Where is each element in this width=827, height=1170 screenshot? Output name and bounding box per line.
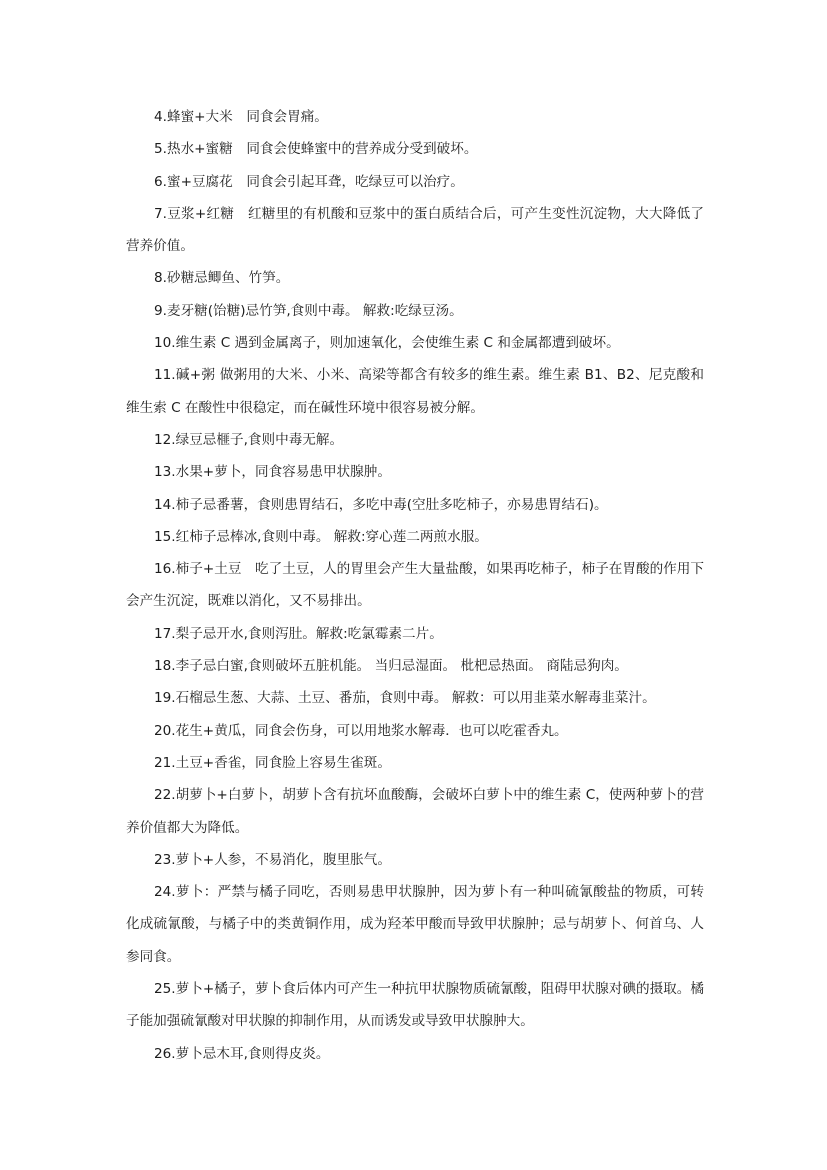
paragraph-item-9: 9.麦牙糖(饴糖)忌竹笋,食则中毒。 解救:吃绿豆汤。 (154, 302, 463, 319)
paragraph-item-25: 25.萝卜+橘子，萝卜食后体内可产生一种抗甲状腺物质硫氰酸，阻碍甲状腺对碘的摄取。橘子能加强硫氰酸对甲状腺的抑制作用，从而诱发或导致甲状腺肿大。 (126, 981, 704, 1030)
paragraph-item-8: 8.砂糖忌鲫鱼、竹笋。 (154, 270, 290, 287)
paragraph-item-7: 7.豆浆+红糖 红糖里的有机酸和豆浆中的蛋白质结合后，可产生变性沉淀物，大大降低了营养价值。 (126, 205, 704, 255)
paragraph-item-26: 26.萝卜忌木耳,食则得皮炎。 (154, 1045, 330, 1062)
paragraph-item-24: 24.萝卜：严禁与橘子同吃，否则易患甲状腺肿，因为萝卜有一种叫硫氰酸盐的物质，可转化成硫氰酸，与橘子中的类黄铜作用，成为羟苯甲酸而导致甲状腺肿；忌与胡萝卜、何首乌、人参同食。 (126, 884, 704, 965)
document-body (126, 101, 704, 1070)
paragraph-item-22: 22.胡萝卜+白萝卜，胡萝卜含有抗坏血酸酶，会破坏白萝卜中的维生素 C，使两种萝卜的营养价值都大为降低。 (126, 787, 704, 836)
paragraph-item-5: 5.热水+蜜糖 同食会使蜂蜜中的营养成分受到破坏。 (154, 141, 478, 158)
paragraph-item-23: 23.萝卜+人参，不易消化，腹里胀气。 (154, 851, 391, 868)
paragraph-item-14: 14.柿子忌番薯，食则患胃结石，多吃中毒(空肚多吃柿子，亦易患胃结石)。 (154, 496, 608, 513)
paragraph-item-20: 20.花生+黄瓜，同食会伤身，可以用地浆水解毒．也可以吃霍香丸。 (154, 722, 568, 739)
paragraph-item-21: 21.土豆+香雀，同食脸上容易生雀斑。 (154, 754, 391, 771)
paragraph-item-6: 6.蜜+豆腐花 同食会引起耳聋，吃绿豆可以治疗。 (154, 173, 464, 190)
paragraph-item-17: 17.梨子忌开水,食则泻肚。解救:吃氯霉素二片。 (154, 625, 443, 642)
paragraph-item-11: 11.碱+粥 做粥用的大米、小米、高梁等都含有较多的维生素。维生素 B1、B2、尼克酸和维生索 C 在酸性中很稳定，而在碱性环境中很容易被分解。 (126, 367, 704, 416)
paragraph-item-12: 12.绿豆忌榧子,食则中毒无解。 (154, 431, 344, 448)
paragraph-item-15: 15.红柿子忌棒冰,食则中毒。 解救:穿心莲二两煎水服。 (154, 528, 488, 545)
paragraph-item-18: 18.李子忌白蜜,食则破坏五脏机能。 当归忌湿面。 枇杷忌热面。 商陆忌狗肉。 (154, 658, 628, 675)
paragraph-item-13: 13.水果+萝卜，同食容易患甲状腺肿。 (154, 464, 391, 481)
paragraph-item-4: 4.蜂蜜+大米 同食会胃痛。 (154, 109, 328, 125)
paragraph-item-10: 10.维生素 C 遇到金属离子，则加速氧化，会使维生素 C 和金属都遭到破坏。 (154, 335, 620, 352)
paragraph-item-16: 16.柿子+土豆 吃了土豆，人的胃里会产生大量盐酸，如果再吃柿子，柿子在胃酸的作用下会产生沉淀，既难以消化，又不易排出。 (126, 561, 704, 610)
paragraph-item-19: 19.石榴忌生葱、大蒜、土豆、番茄，食则中毒。 解救：可以用韭菜水解毒韭菜汁。 (154, 690, 656, 707)
